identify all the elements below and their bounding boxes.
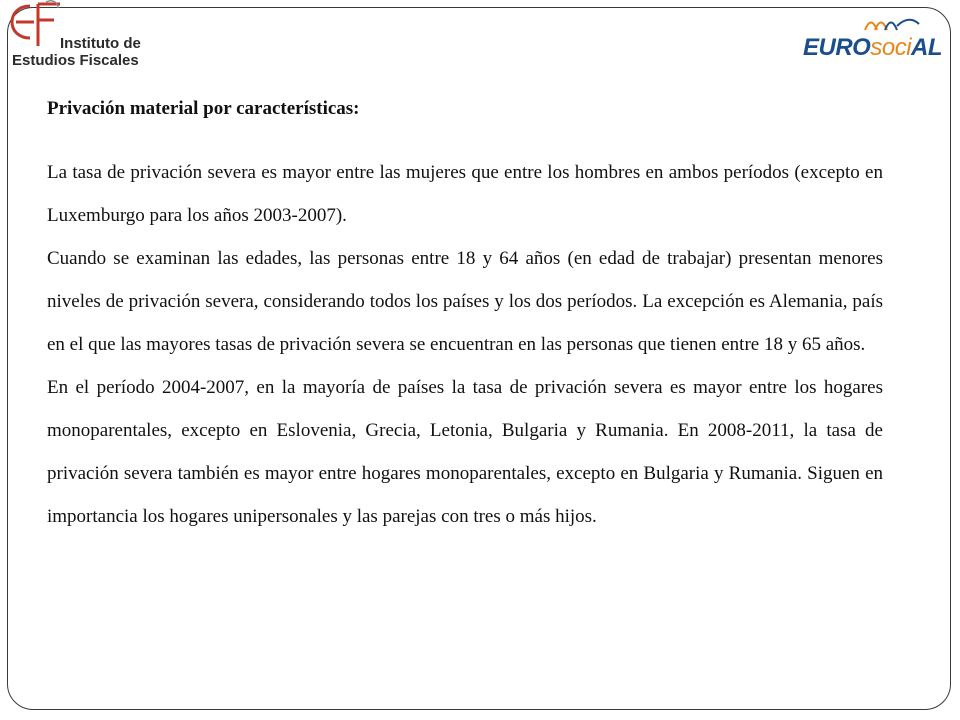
eurosocial-logo <box>803 16 943 66</box>
paragraph-age: Cuando se examinan las edades, las personas entre 18 y 64 años (en edad de trabajar) presentan menores niveles de privación severa, considerando todos los países y los dos períodos. La excepción es Alemania, país en el que las mayores tasas de privación severa se encuentran en las personas que tienen entre 18 y 65 años. <box>47 248 883 355</box>
eurosocial-waves-icon <box>861 16 921 34</box>
slide-title: Privación material por características: <box>47 98 360 119</box>
instituto-estudios-fiscales-logo <box>8 0 158 72</box>
slide-content <box>47 94 883 538</box>
eurosocial-part1: EURO <box>803 34 871 61</box>
ief-logo-line2: Estudios Fiscales <box>12 52 139 69</box>
eurosocial-wordmark <box>803 34 942 62</box>
paragraph-households: En el período 2004-2007, en la mayoría de países la tasa de privación severa es mayor entre los hogares monoparentales, excepto en Eslovenia, Grecia, Letonia, Bulgaria y Rumania. En 2008-2011, la tasa de privación severa también es mayor entre hogares monoparentales, excepto en Bulgaria y Rumania. Siguen en importancia los hogares unipersonales y las parejas con tres o más hijos. <box>47 377 883 527</box>
paragraph-gender: La tasa de privación severa es mayor entre las mujeres que entre los hombres en ambos períodos (excepto en Luxemburgo para los años 2003-2007). <box>47 162 883 226</box>
ief-logo-line1: Instituto de <box>60 35 141 52</box>
eurosocial-part2: soci <box>870 34 912 61</box>
eurosocial-part3: AL <box>911 34 943 61</box>
ief-logo-text <box>12 35 141 69</box>
